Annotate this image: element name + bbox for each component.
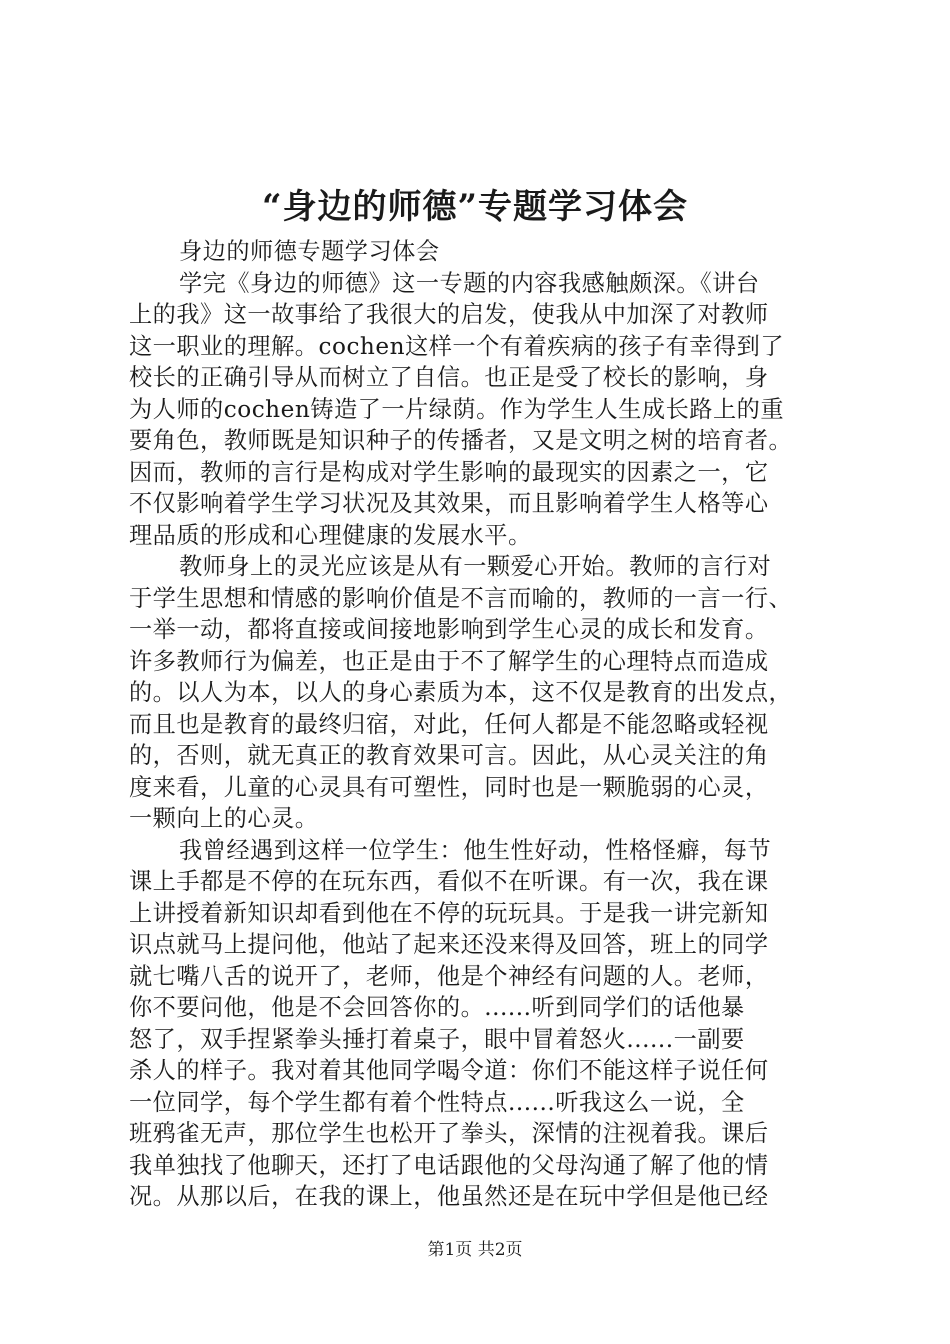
paragraph-line: 因而，教师的言行是构成对学生影响的最现实的因素之一，它 xyxy=(129,458,769,486)
paragraph-line: 课上手都是不停的在玩东西，看似不在听课。有一次，我在课 xyxy=(129,868,769,895)
paragraph-line: 的，否则，就无真正的教育效果可言。因此，从心灵关注的角 xyxy=(129,742,769,769)
paragraph-first-line: 学完《身边的师德》这一专题的内容我感触颇深。《讲台 xyxy=(179,269,760,297)
paragraph-line: 许多教师行为偏差，也正是由于不了解学生的心理特点而造成 xyxy=(129,647,769,675)
paragraph-line: 况。从那以后，在我的课上，他虽然还是在玩中学但是他已经 xyxy=(129,1183,769,1210)
paragraph-line: 不仅影响着学生学习状况及其效果，而且影响着学生人格等心 xyxy=(129,490,769,517)
paragraph-line: 上的我》这一故事给了我很大的启发，使我从中加深了对教师 xyxy=(129,301,769,328)
paragraph-line: 于学生思想和情感的影响价值是不言而喻的，教师的一言一行、 xyxy=(129,584,793,612)
paragraph-first-line: 教师身上的灵光应该是从有一颗爱心开始。教师的言行对 xyxy=(179,553,772,580)
paragraph-line: 要角色，教师既是知识种子的传播者，又是文明之树的培育者。 xyxy=(129,427,793,454)
document-title: “身边的师德”专题学习体会 xyxy=(261,187,689,227)
paragraph-line: 就七嘴八舌的说开了，老师，他是个神经有问题的人。老师， xyxy=(129,962,769,990)
paragraph-first-line: 我曾经遇到这样一位学生：他生性好动，性格怪癖，每节 xyxy=(179,836,772,864)
paragraph-line: 为人师的cochen铸造了一片绿荫。作为学生人生成长路上的重 xyxy=(129,395,785,423)
paragraph-line: 度来看，儿童的心灵具有可塑性，同时也是一颗脆弱的心灵， xyxy=(129,773,769,801)
paragraph-line: 校长的正确引导从而树立了自信。也正是受了校长的影响，身 xyxy=(129,364,769,391)
paragraph-line: 怒了，双手捏紧拳头捶打着桌子，眼中冒着怒火......一副要 xyxy=(129,1025,745,1053)
paragraph-line: 上讲授着新知识却看到他在不停的玩玩具。于是我一讲完新知 xyxy=(129,899,769,927)
paragraph-line: 识点就马上提问他，他站了起来还没来得及回答，班上的同学 xyxy=(129,931,769,958)
page-number-footer: 第1页 共2页 xyxy=(427,1240,523,1260)
paragraph-line: 的。以人为本，以人的身心素质为本，这不仅是教育的出发点， xyxy=(129,679,793,706)
paragraph-line: 一位同学，每个学生都有着个性特点......听我这么一说，全 xyxy=(129,1088,745,1116)
paragraph-line: 你不要问他，他是不会回答你的。......听到同学们的话他暴 xyxy=(129,994,745,1021)
paragraph-line: 我单独找了他聊天，还打了电话跟他的父母沟通了解了他的情 xyxy=(129,1151,769,1179)
paragraph-line: 这一职业的理解。cochen这样一个有着疾病的孩子有幸得到了 xyxy=(129,332,785,360)
paragraph-line: 杀人的样子。我对着其他同学喝令道：你们不能这样子说任何 xyxy=(129,1057,769,1084)
paragraph-line: 一举一动，都将直接或间接地影响到学生心灵的成长和发育。 xyxy=(129,616,769,643)
paragraph-line: 班鸦雀无声，那位学生也松开了拳头，深情的注视着我。课后 xyxy=(129,1120,769,1147)
document-body xyxy=(129,236,845,1213)
paragraph-first-line: 身边的师德专题学习体会 xyxy=(179,238,440,265)
paragraph-line: 而且也是教育的最终归宿，对此，任何人都是不能忽略或轻视 xyxy=(129,710,769,738)
paragraph-line: 理品质的形成和心理健康的发展水平。 xyxy=(129,521,532,549)
paragraph-line: 一颗向上的心灵。 xyxy=(129,805,319,832)
